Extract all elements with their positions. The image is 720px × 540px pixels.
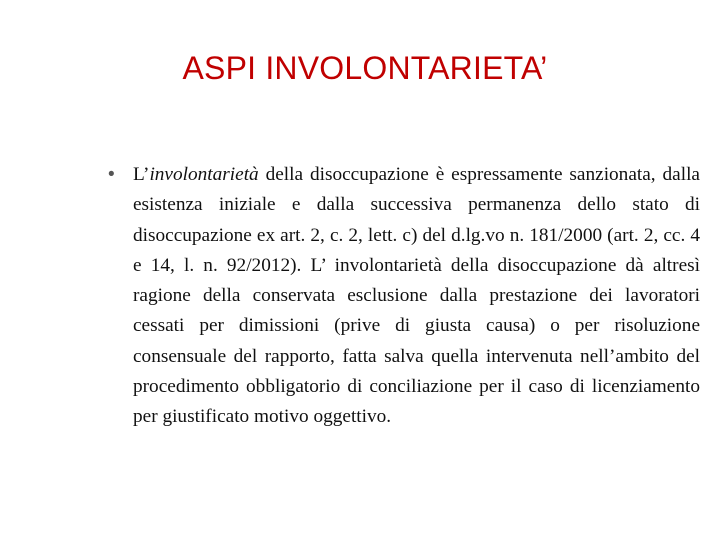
bullet-italic-term: involontarietà (149, 164, 259, 185)
bullet-item (108, 160, 700, 433)
slide-title: ASPI INVOLONTARIETA’ (182, 50, 548, 86)
bullet-lead-text: L’ (133, 164, 150, 185)
slide-content (108, 160, 700, 433)
bullet-body-text: della disoccupazione è espressamente sanzionata, dalla esistenza iniziale e dalla successiva permanenza dello stato di disoccupazione ex art. 2, c. 2, lett. c) del d.lg.vo n. 181/2000 (art. 2, cc. 4 e 14, l. n. 92/2012). L’ involontarietà della disoccupazione dà altresì ragione della conservata esclusione dalla prestazione dei lavoratori cessati per dimissioni (prive di giusta causa) o per risoluzione consensuale del rapporto, fatta salva quella intervenuta nell’ambito del procedimento obbligatorio di conciliazione per il caso di licenziamento per giustificato motivo oggettivo. (133, 164, 700, 428)
bullet-icon: • (108, 164, 115, 185)
